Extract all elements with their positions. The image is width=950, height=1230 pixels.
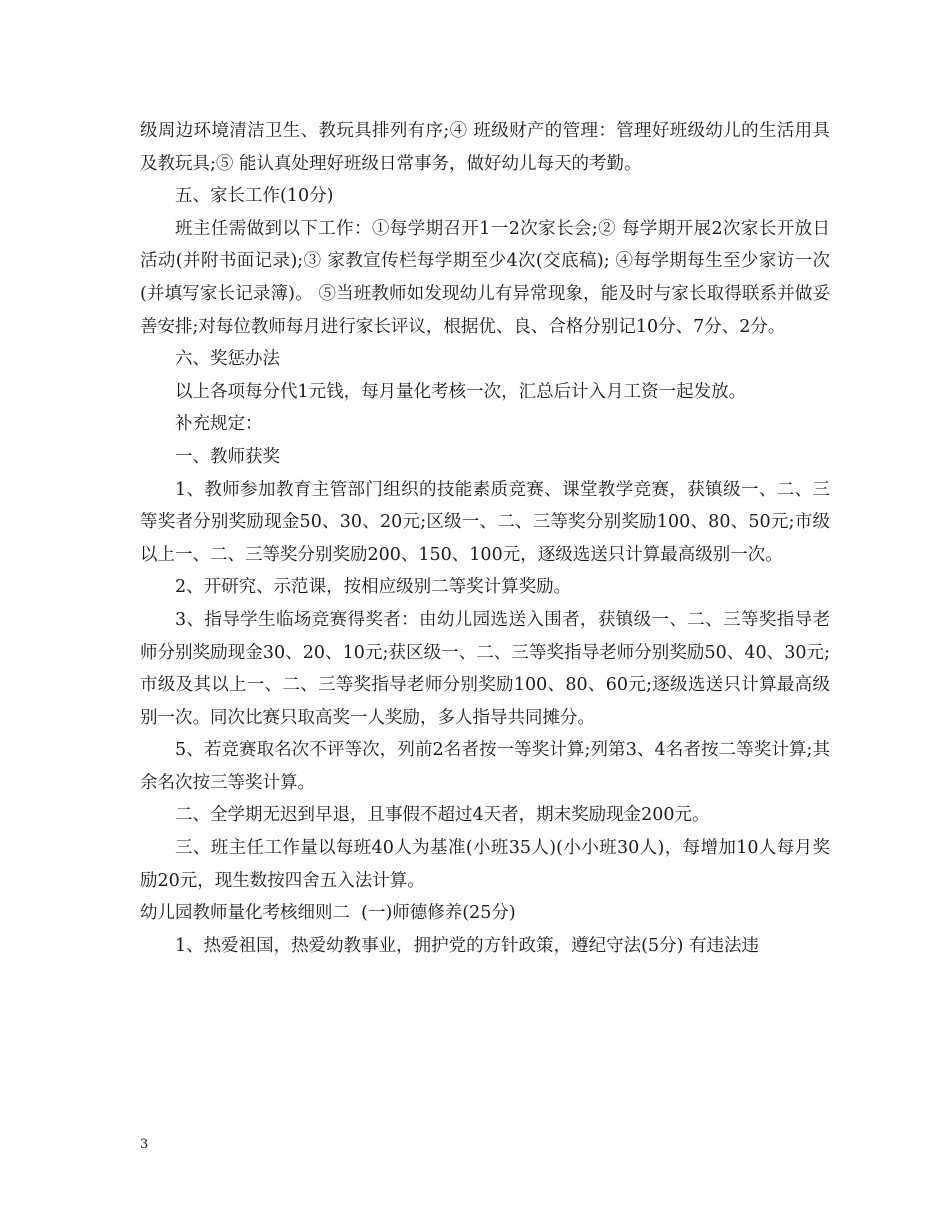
section-heading: 六、奖惩办法 — [175, 349, 280, 370]
document-body — [140, 115, 830, 962]
paragraph: 3、指导学生临场竞赛得奖者：由幼儿园选送入围者，获镇级一、二、三等奖指导老师分别奖励现金30、20、10元;获区级一、二、三等奖指导老师分别奖励50、40、30元;市级及其以上一、二、三等奖指导老师分别奖励100、80、60元;逐级选送只计算最高级别一次。同次比赛只取高奖一人奖励，多人指导共同摊分。 — [140, 609, 830, 728]
paragraph: 班主任需做到以下工作：①每学期召开1一2次家长会;② 每学期开展2次家长开放日活动(并附书面记录);③ 家教宣传栏每学期至少4次(交底稿); ④每学期每生至少家访一次(并填写家长记录簿)。 ⑤当班教师如发现幼儿有异常现象，能及时与家长取得联系并做妥善安排;对每位教师每月进行家长评议，根据优、良、合格分别记10分、7分、2分。 — [140, 218, 830, 337]
section-heading: 一、教师获奖 — [175, 446, 280, 467]
paragraph: 1、热爱祖国，热爱幼教事业，拥护党的方针政策，遵纪守法(5分) 有违法违 — [175, 935, 759, 956]
paragraph: 2、开研究、示范课，按相应级别二等奖计算奖励。 — [175, 577, 572, 598]
section-heading: 五、家长工作(10分) — [175, 186, 334, 207]
section-heading: 幼儿园教师量化考核细则二 (一)师德修养(25分) — [140, 903, 516, 924]
paragraph: 级周边环境清洁卫生、教玩具排列有序;④ 班级财产的管理：管理好班级幼儿的生活用具及教玩具;⑤ 能认真处理好班级日常事务，做好幼儿每天的考勤。 — [140, 121, 830, 174]
paragraph: 二、全学期无迟到早退，且事假不超过4天者，期末奖励现金200元。 — [175, 805, 710, 826]
page-number: 3 — [140, 1137, 149, 1152]
paragraph: 补充规定： — [175, 414, 263, 435]
paragraph: 三、班主任工作量以每班40人为基准(小班35人)(小小班30人)，每增加10人每月奖励20元，现生数按四舍五入法计算。 — [140, 838, 830, 891]
paragraph: 1、教师参加教育主管部门组织的技能素质竞赛、课堂教学竞赛，获镇级一、二、三等奖者分别奖励现金50、30、20元;区级一、二、三等奖分别奖励100、80、50元;市级以上一、二、三等奖分别奖励200、150、100元，逐级选送只计算最高级别一次。 — [140, 479, 830, 565]
paragraph: 以上各项每分代1元钱，每月量化考核一次，汇总后计入月工资一起发放。 — [175, 381, 747, 402]
paragraph: 5、若竞赛取名次不评等次，列前2名者按一等奖计算;列第3、4名者按二等奖计算;其余名次按三等奖计算。 — [140, 740, 830, 793]
